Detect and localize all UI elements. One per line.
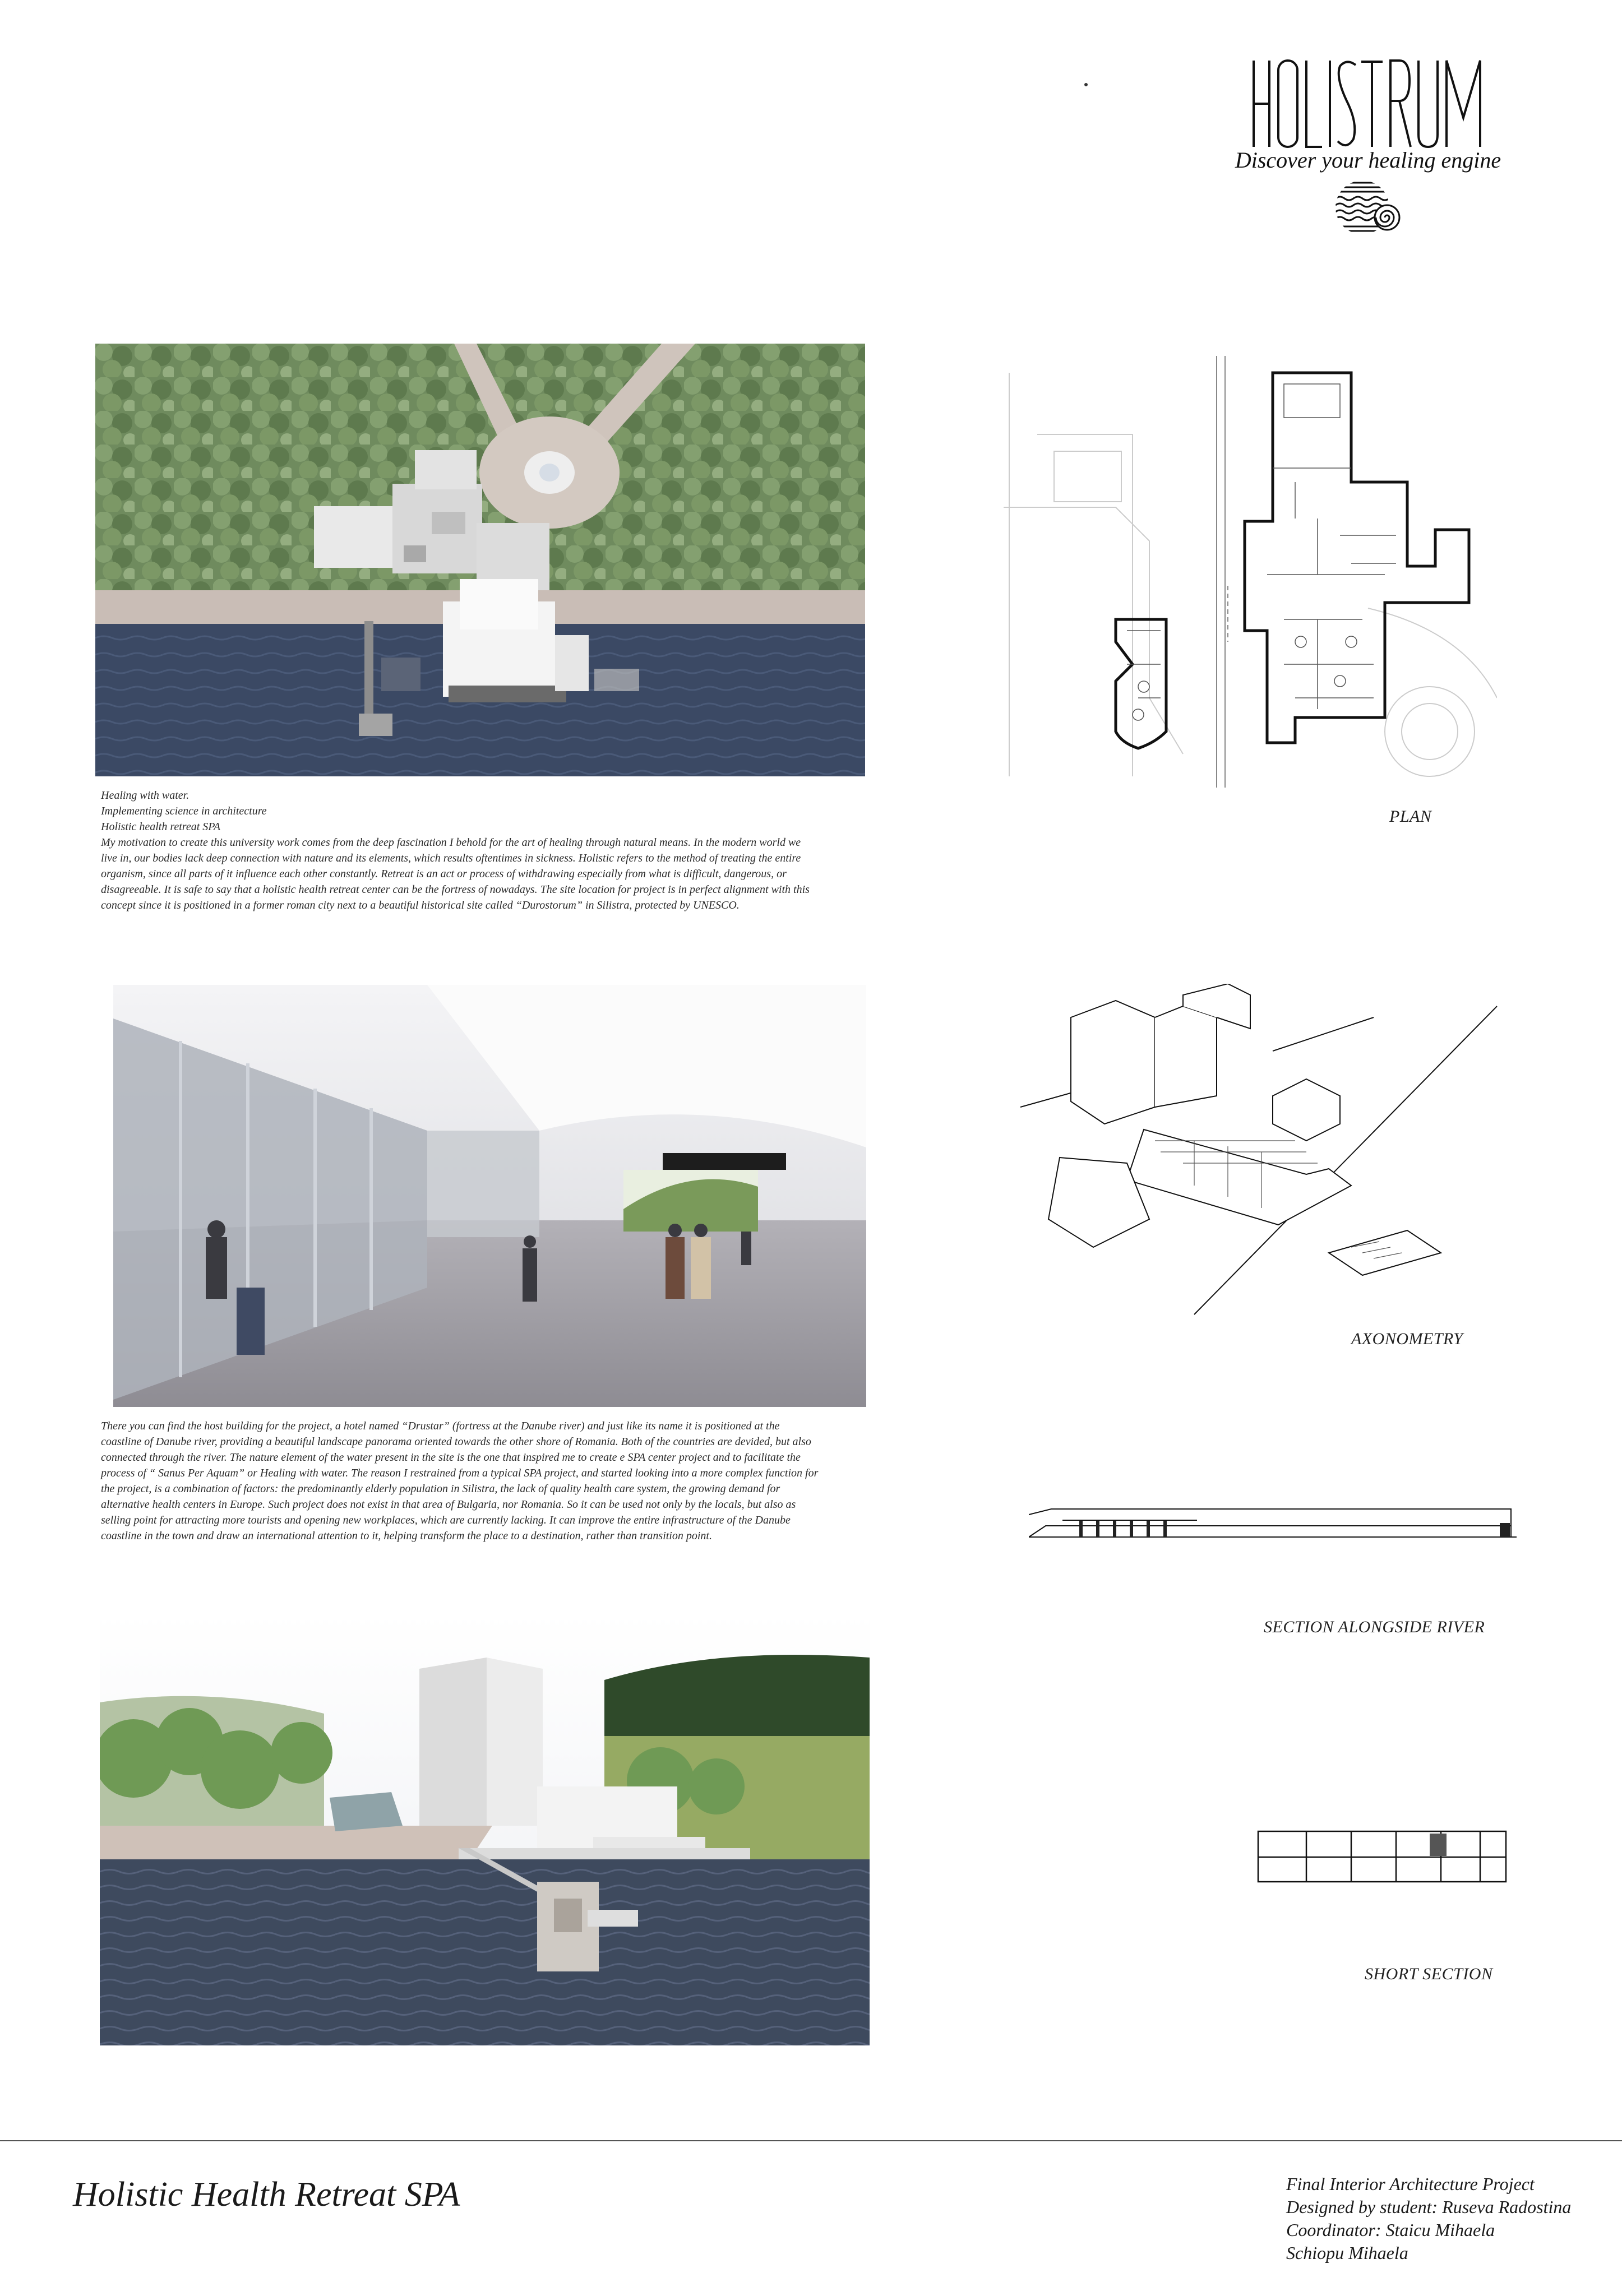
intro-line-2: Implementing science in architecture [101, 805, 267, 817]
axonometry-caption: AXONOMETRY [1351, 1330, 1463, 1348]
credit-coordinator-2: Schiopu Mihaela [1286, 2243, 1408, 2263]
waves-spiral-icon [1333, 175, 1406, 240]
tagline: Discover your healing engine [1235, 147, 1501, 173]
short-section-drawing [1256, 1829, 1508, 1884]
aerial-site-render [95, 344, 865, 776]
exterior-render [100, 1613, 870, 2045]
plan-caption: PLAN [1389, 807, 1432, 826]
host-text: There you can find the host building for the project, a hotel named “Drustar” (fortress at the Danube river) and just like its name it is positioned at the coastline of Danube river, providing a beautiful landscape panorama oriented towards the other shore of Romania. Both of the countries are devided, but also connected through the river. The nature element of the water present in the site is the one that inspired me to create e SPA center project and to facilitate the process of “ Sanus Per Aquam” or Healing with water. The reason I restrained from a typical SPA project, and started looking into a more complex function for the project, is a combination of factors: the predominantly elderly population in Silistra, the lack of quality health care system, the growing demand for alternative health centers in Europe. Such project does not exist in that area of Bulgaria, nor Romania. So it can be used not only by the locals, but also as selling point for attracting more tourists and opening new workplaces, which are currently lacking. It can improve the entire infrastructure of the Danube coastline in the town and draw an international attention to it, helping transform the place to a destination, rather than transition point. [101, 1420, 819, 1542]
stray-dot [1084, 83, 1088, 86]
intro-paragraph: My motivation to create this university work comes from the deep fascination I behold for the art of healing through natural means. In the modern world we live in, our bodies lack deep connection with nature and its elements, which results oftentimes in sickness. Holistic refers to the method of treating the entire organism, since all parts of it influence each other constantly. Retreat is an act or process of withdrawing especially from what is difficult, dangerous, or disagreeable. It is safe to say that a holistic health retreat center can be the fortress of nowadays. The site location for project is in perfect alignment with this concept since it is positioned in a former roman city next to a beautiful historical site called “Durostorum” in Silistra, protected by UNESCO. [101, 836, 810, 911]
intro-line-3: Holistic health retreat SPA [101, 821, 221, 833]
credit-coordinator: Coordinator: Staicu Mihaela [1286, 2220, 1495, 2240]
short-section-caption: SHORT SECTION [1365, 1965, 1493, 1983]
credit-project: Final Interior Architecture Project [1286, 2174, 1535, 2194]
axonometry-drawing [1015, 984, 1508, 1320]
intro-text [101, 788, 819, 913]
floor-plan-drawing [1004, 350, 1497, 788]
holistrum-logo [1250, 56, 1486, 151]
credits [1286, 2173, 1571, 2265]
footer-divider [0, 2140, 1622, 2141]
interior-render [113, 985, 866, 1407]
credit-student: Designed by student: Ruseva Radostina [1286, 2197, 1572, 2217]
project-title: Holistic Health Retreat SPA [73, 2175, 460, 2214]
river-section-drawing [1029, 1498, 1517, 1543]
river-section-caption: SECTION ALONGSIDE RIVER [1264, 1618, 1485, 1636]
intro-line-1: Healing with water. [101, 789, 190, 802]
